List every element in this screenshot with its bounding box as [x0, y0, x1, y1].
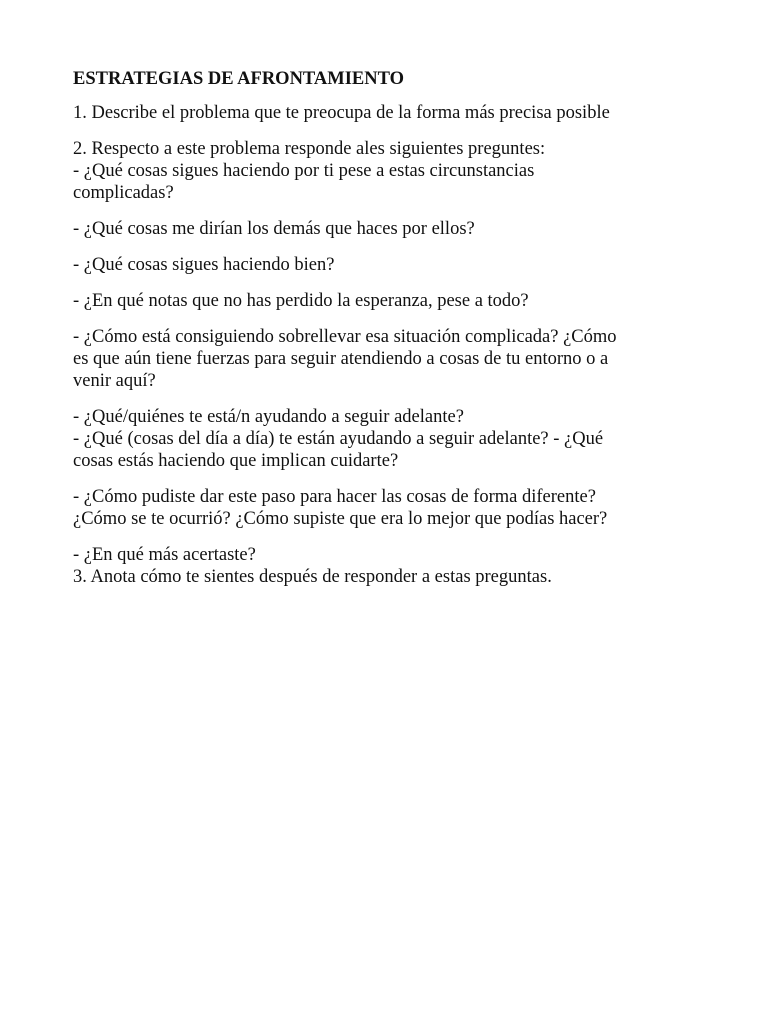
paragraph-line: ¿Cómo se te ocurrió? ¿Cómo supiste que era lo mejor que podías hacer?: [73, 509, 608, 529]
paragraph-line: - ¿Cómo pudiste dar este paso para hacer las cosas de forma diferente?: [73, 487, 596, 507]
paragraph-line: 1. Describe el problema que te preocupa de la forma más precisa posible: [73, 103, 610, 123]
paragraph-line: complicadas?: [73, 183, 174, 203]
paragraph-question-others: [73, 218, 708, 240]
paragraph-question-hope: [73, 290, 708, 312]
paragraph-line: - ¿En qué notas que no has perdido la esperanza, pese a todo?: [73, 291, 529, 311]
paragraph-line: - ¿En qué más acertaste?: [73, 545, 256, 565]
paragraph-closing: [73, 544, 708, 588]
paragraph-line: 3. Anota cómo te sientes después de responder a estas preguntas.: [73, 567, 552, 587]
paragraph-line: - ¿Qué cosas sigues haciendo bien?: [73, 255, 335, 275]
paragraph-line: - ¿Qué cosas me dirían los demás que haces por ellos?: [73, 219, 475, 239]
paragraph-questions-intro: [73, 138, 708, 204]
paragraph-line: - ¿Qué (cosas del día a día) te están ayudando a seguir adelante? - ¿Qué: [73, 429, 604, 449]
paragraph-line: - ¿Qué cosas sigues haciendo por ti pese a estas circunstancias: [73, 161, 535, 181]
paragraph-question-doing-well: [73, 254, 708, 276]
document-title: ESTRATEGIAS DE AFRONTAMIENTO: [73, 69, 405, 89]
paragraph-problem-description: [73, 102, 708, 124]
paragraph-line: es que aún tiene fuerzas para seguir atendiendo a cosas de tu entorno o a: [73, 349, 609, 369]
paragraph-question-coping: [73, 326, 708, 392]
paragraph-line: - ¿Qué/quiénes te está/n ayudando a seguir adelante?: [73, 407, 464, 427]
paragraph-line: venir aquí?: [73, 371, 156, 391]
paragraph-line: cosas estás haciendo que implican cuidarte?: [73, 451, 399, 471]
paragraph-line: - ¿Cómo está consiguiendo sobrellevar esa situación complicada? ¿Cómo: [73, 327, 617, 347]
paragraph-question-helpers: [73, 406, 708, 472]
paragraph-line: 2. Respecto a este problema responde ales siguientes preguntes:: [73, 139, 546, 159]
paragraph-question-different: [73, 486, 708, 530]
